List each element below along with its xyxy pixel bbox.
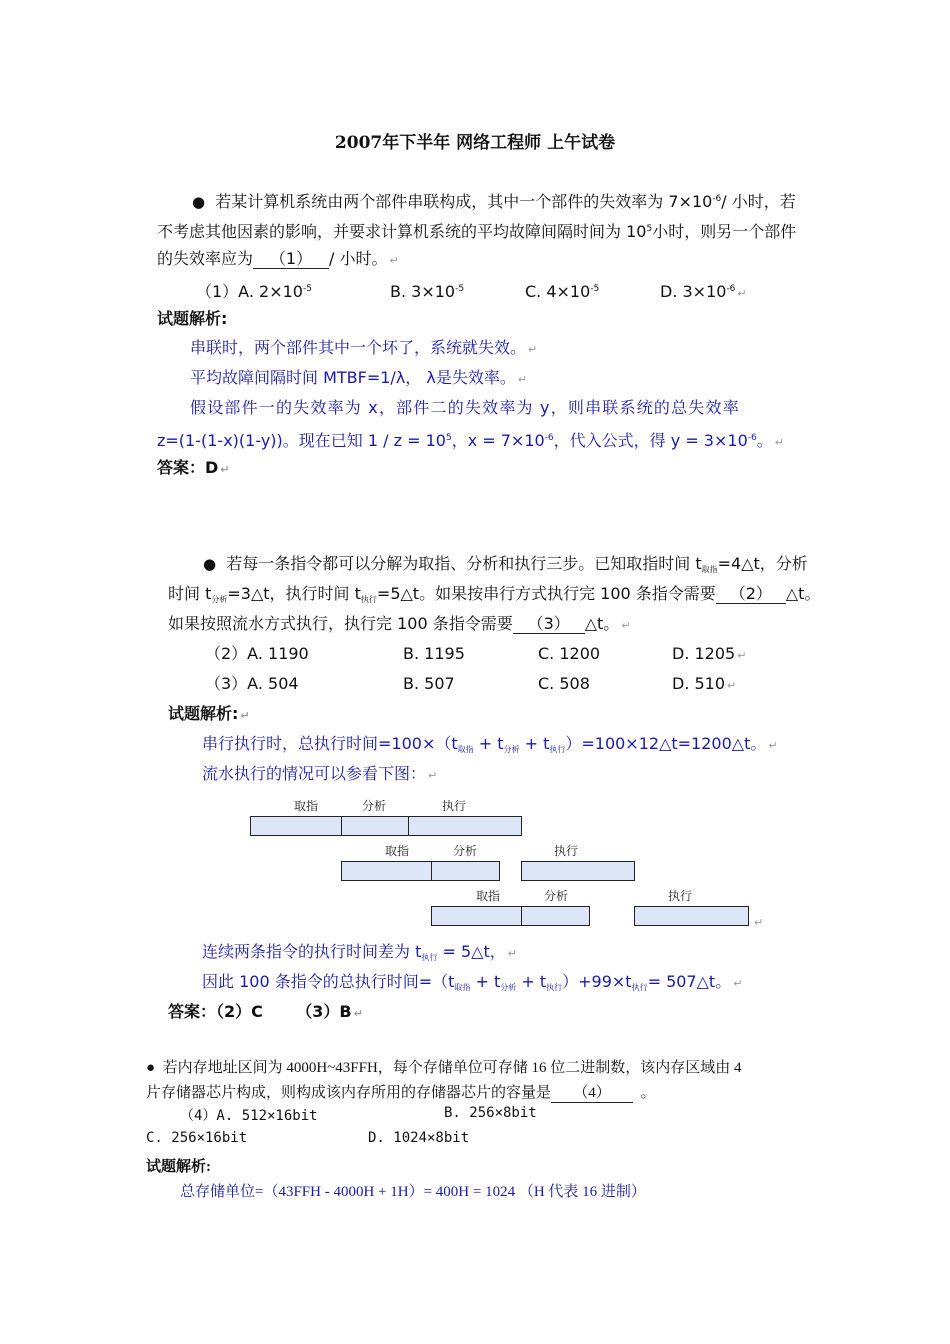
row3-analyze-box [521,906,590,926]
bullet-icon: ● [146,1060,156,1076]
row2-exec-label: 执行 [554,844,579,858]
q1-analysis-line2: 平均故障间隔时间 MTBF=1/λ， λ是失效率。 ↵ [190,368,528,387]
q2-line3: 如果按照流水方式执行，执行完 100 条指令需要 （3） △t。 ↵ [168,614,631,633]
q1-option-a: （1）A. $2\times 10^{-5}$ [196,282,312,301]
q2-answer: 答案：（2）C （3）B ↵ [168,1002,363,1021]
row1-exec-label: 执行 [442,799,467,813]
q2-opt2-c: C. 1200 [538,644,601,663]
bullet-icon: ● [192,193,206,211]
q2-opt3-d: D. 510 ↵ [672,674,737,693]
q2-analysis-diff: 连续两条指令的执行时间差为 $t_{执行}$ = 5△t， ↵ [202,942,517,962]
q3-option-a: （4）A. 512×16bit [180,1108,318,1124]
row2-fetch-box [341,861,432,881]
q2-analysis-pipeline: 流水执行的情况可以参看下图： ↵ [202,764,438,783]
q2-analysis-serial: 串行执行时，总执行时间$=100\times(t_{取指} + t_{分析}$ + $t_{执行})=100\times 12\triangle t=1200\triangle t$。 ↵ [202,734,778,754]
q1-analysis-formula: z=(1-(1-x)(1-y))。现在已知 $1 / z = 10^5$，$x = 7\times 10^{-6}$，代入公式，得 $y = 3\times 10^{-6}$。 ↵ [157,431,784,450]
q3-analysis-label: 试题解析: [146,1159,211,1175]
row2-exec-box [521,861,635,881]
q2-opt2-d: D. 1205 ↵ [672,644,747,663]
row1-fetch-box [250,816,342,836]
row2-fetch-label: 取指 [385,844,410,858]
q1-answer: 答案：D ↵ [157,458,230,477]
q3-option-c: C. 256×16bit [146,1130,248,1146]
row2-analyze-label: 分析 [453,844,478,858]
row3-fetch-box [431,906,522,926]
q2-opt3-a: （3）A. 504 [205,674,299,693]
q2-analysis-label: 试题解析: ↵ [168,704,250,723]
q2-opt3-b: B. 507 [403,674,455,693]
q1-analysis-label: 试题解析: [157,309,228,328]
q1-line2: 不考虑其他因素的影响，并要求计算机系统的平均故障间隔时间为 $10^5$小时，则另一个部件 [157,222,797,241]
q3-line2: 片存储器芯片构成，则构成该内存所用的存储器芯片的容量是 （4） 。 [146,1081,656,1103]
q2-analysis-total: 因此 100 条指令的总执行时间$=(t_{取指} + t_{分析} + t_{执行})+99\times t_{执行}=$ 507△t。 ↵ [202,972,743,992]
q1-analysis-line1: 串联时，两个部件其中一个坏了，系统就失效。 ↵ [190,338,538,357]
row1-fetch-label: 取指 [294,799,319,813]
row3-fetch-label: 取指 [476,889,501,903]
q3-blank: （4） [551,1081,633,1103]
row3-analyze-label: 分析 [544,889,569,903]
q2-opt2-a: （2）A. 1190 [205,644,309,663]
row3-exec-box [634,906,749,926]
q1-option-d: D. $3\times 10^{-6}$ ↵ [660,282,747,301]
q2-opt2-b: B. 1195 [403,644,465,663]
q1-option-c: C. $4\times 10^{-5}$ [525,282,600,301]
q2-blank-3: （3） [513,615,585,634]
row1-analyze-box [341,816,409,836]
q2-line2: 时间 $t_{分析}=3\triangle t$，执行时间 $t_{执行}=5\triangle t$。如果按串行方式执行完 100 条指令需要 （2） △t。 [168,584,821,604]
bullet-icon: ● [203,555,217,573]
q3-option-d: D. 1024×8bit [368,1130,470,1146]
page-title: 2007年下半年 网络工程师 上午试卷 [334,133,616,153]
q2-line1: ● 若每一条指令都可以分解为取指、分析和执行三步。已知取指时间 $t_{取指}=4\triangle t$，分析 [203,554,808,574]
q1-line3: 的失效率应为 （1） / 小时。 ↵ [157,249,399,268]
q3-line1: ● 若内存地址区间为 4000H~43FFH，每个存储单位可存储 16 位二进制数，该内存区域由 4 [146,1060,742,1076]
q1-analysis-line3: 假设部件一的失效率为 x，部件二的失效率为 y，则串联系统的总失效率 [190,398,740,417]
row1-analyze-label: 分析 [362,799,387,813]
row1-exec-box [408,816,522,836]
q2-blank-2: （2） [716,585,786,604]
q2-opt3-c: C. 508 [538,674,590,693]
q3-analysis-text: 总存储单位=（43FFH - 4000H + 1H）= 400H = 1024 （H 代表 16 进制） [180,1184,646,1200]
q1-blank: （1） [253,250,329,269]
row2-analyze-box [431,861,500,881]
row3-exec-label: 执行 [668,889,693,903]
q1-line1: ● 若某计算机系统由两个部件串联构成，其中一个部件的失效率为 $7\times 10^{-6}/$ 小时，若 [192,192,796,211]
q3-option-b: B. 256×8bit [444,1105,537,1121]
q1-option-b: B. $3\times 10^{-5}$ [390,282,465,301]
